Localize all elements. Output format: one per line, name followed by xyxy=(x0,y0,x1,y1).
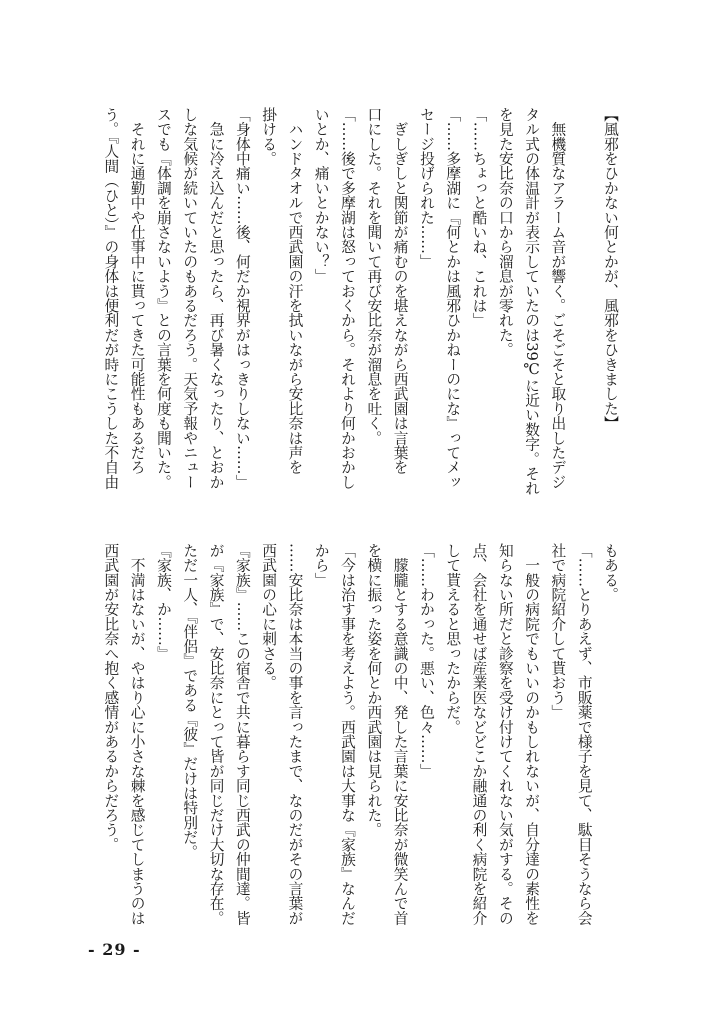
lower-text-block xyxy=(97,543,623,933)
text-line: 口にした。それを聞いて再び安比奈が溜息を吐く。 xyxy=(365,107,383,446)
text-line: 「身体中痛い……後、何だか視界がはっきりしない……」 xyxy=(233,107,251,490)
text-line: 「……わかった。悪い、色々……」 xyxy=(417,543,435,779)
text-line: 点、会社を通せば産業医などどこか融通の利く病院を紹介 xyxy=(470,543,488,926)
text-line: いとか、痛いとかない？」 xyxy=(312,107,330,284)
upper-text-block xyxy=(97,107,623,497)
text-line: 不満はないが、やはり心に小さな棘を感じてしまうのは xyxy=(128,543,146,926)
text-line: 知らない所だと診察を受け付けてくれない気がする。その xyxy=(496,543,514,926)
text-line: 「今は治す事を考えよう。西武園は大事な『家族』なんだ xyxy=(339,543,357,926)
text-line: ぎしぎしと関節が痛むのを堪えながら西武園は言葉を xyxy=(391,107,409,475)
text-line: 「……とりあえず、市販薬で様子を見て、駄目そうなら会 xyxy=(575,543,593,926)
text-line: ハンドタオルで西武園の汗を拭いながら安比奈は声を xyxy=(286,107,304,475)
text-line: セージ投げられた……」 xyxy=(417,107,435,269)
chapter-title: 【風邪をひかない何とかが、風邪をひきました】 xyxy=(602,107,619,431)
text-line: して貰えると思ったからだ。 xyxy=(444,543,462,735)
text-line: タル式の体温計が表示していたのは39℃に近い数字。それ xyxy=(523,107,541,496)
text-line: ……安比奈は本当の事を言ったまで、なのだがその言葉が xyxy=(286,543,304,926)
text-line: 『家族、か……』 xyxy=(154,543,172,661)
text-line: スでも『体調を崩さないよう』との言葉を何度も聞いた。 xyxy=(154,107,172,490)
text-line: が『家族』で、安比奈にとって皆が同じだけ大切な存在。 xyxy=(207,543,225,926)
text-line: 掛ける。 xyxy=(260,107,278,166)
text-line: 無機質なアラーム音が響く。ごそごそと取り出したデジ xyxy=(549,107,567,490)
text-line: 「……ちょっと酷いね、これは」 xyxy=(470,107,488,328)
text-line: しな気候が続いていたのもあるだろう。天気予報やニュー xyxy=(181,107,199,490)
text-line: 「……多摩湖に『何とかは風邪ひかねーのにな』ってメッ xyxy=(444,107,462,490)
text-line: から」 xyxy=(312,543,330,588)
text-line: 西武園の心に刺さる。 xyxy=(260,543,278,690)
text-line: それに通勤中や仕事中に貰ってきた可能性もあるだろ xyxy=(128,107,146,475)
text-line: もある。 xyxy=(602,543,619,602)
text-line: 『家族』……この宿舎で共に暮らす同じ西武の仲間達。皆 xyxy=(233,543,251,926)
text-line: 急に冷え込んだと思ったら、再び暑くなったり、とおか xyxy=(207,107,225,490)
text-line: う。『人間（ひと）』の身体は便利だが時にこうした不自由 xyxy=(102,107,120,490)
text-line: 朦朧とする意識の中、発した言葉に安比奈が微笑んで首 xyxy=(391,543,409,926)
text-line: を横に振った姿を何とか西武園は見られた。 xyxy=(365,543,383,837)
page-number: - 29 - xyxy=(88,940,141,959)
text-line: 西武園が安比奈へ抱く感情があるからだろう。 xyxy=(102,543,120,852)
text-line: 「……後で多摩湖は怒っておくから。それより何かおかし xyxy=(339,107,357,490)
text-line: 一般の病院でもいいのかもしれないが、自分達の素性を xyxy=(523,543,541,926)
text-line: ただ一人、『伴侶』である『彼』だけは特別だ。 xyxy=(181,543,199,860)
text-line: 社で病院紹介して貰おう」 xyxy=(549,543,567,720)
blank-column xyxy=(570,107,596,497)
text-line: を見た安比奈の口から溜息が零れた。 xyxy=(496,107,514,357)
